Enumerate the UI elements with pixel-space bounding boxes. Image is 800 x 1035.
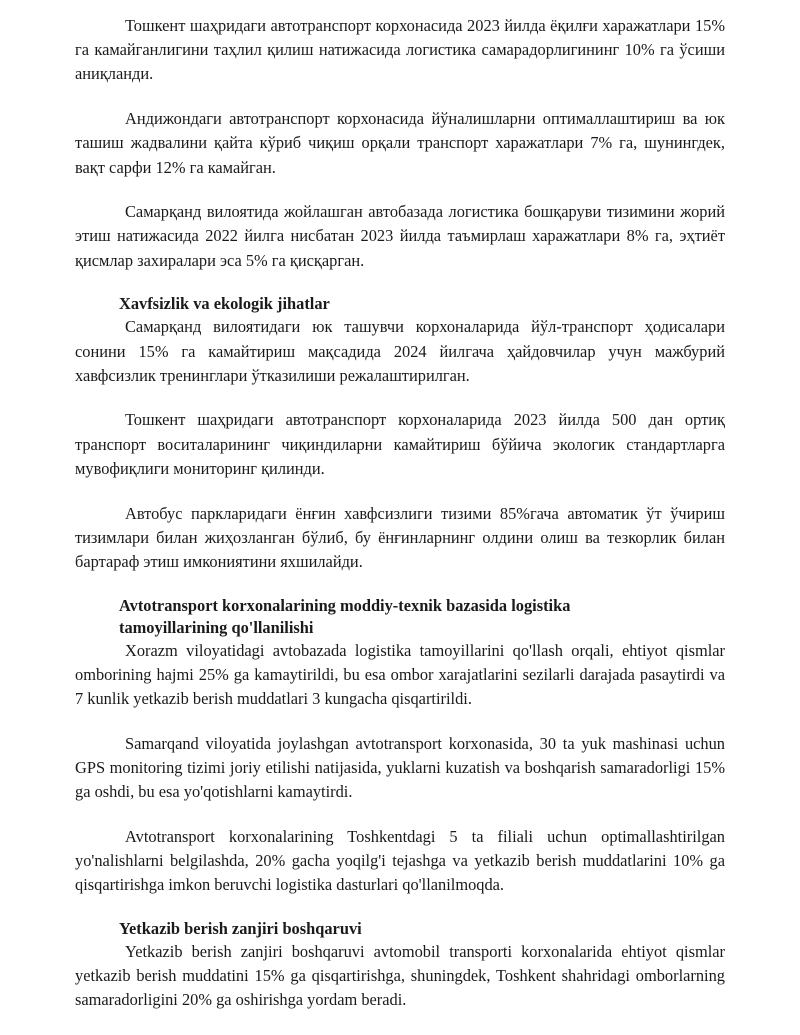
section-heading-supply-chain: Yetkazib berish zanjiri boshqaruvi <box>119 918 362 938</box>
paragraph-tashkent-fuel-costs: Тошкент шаҳридаги автотранспорт корхонасида 2023 йилда ёқилғи харажатлари 15% га камайганлигини таҳлил қилиш натижасида логистика самарадорлигининг 10% га ўсиши аниқланди. <box>75 16 725 84</box>
paragraph-samarkand-safety-training: Самарқанд вилоятидаги юк ташувчи корхоналарида йўл-транспорт ҳодисалари сонини 15% га камайтириш мақсадида 2024 йилгача ҳайдовчилар учун мажбурий хавфсизлик тренинглари ўтказилиши режалаштирилган. <box>75 317 725 385</box>
paragraph-bus-park-fire-safety: Автобус паркларидаги ёнғин хавфсизлиги тизими 85%гача автоматик ўт ўчириш тизимлари билан жиҳозланган бўлиб, бу ёнғинларнинг олдини олиш ва тезкорлик билан бартараф этиш имкониятини яхшилайди. <box>75 503 725 571</box>
paragraph-tashkent-branches-routes: Avtotransport korxonalarining Toshkentdagi 5 ta filiali uchun optimallashtirilgan yo'nalishlarni belgilashda, 20% gacha yoqilg'i tejashga va yetkazib berish muddatlarini 10% ga qisqartirishga imkon beruvchi logistika dasturlari qo'llanilmoqda. <box>75 826 725 895</box>
paragraph-andijan-routes: Андижондаги автотранспорт корхонасида йўналишларни оптималлаштириш ва юк ташиш жадвалини қайта кўриб чиқиш орқали транспорт харажатлари 7% га, шунингдек, вақт сарфи 12% га камайган. <box>75 109 725 177</box>
section-heading-logistics-principles: Avtotransport korxonalarining moddiy-texnik bazasida logistika tamoyillarining qo'llanilishi <box>119 595 571 637</box>
paragraph-khorezm-autobase: Xorazm viloyatidagi avtobazada logistika tamoyillarini qo'llash orqali, ehtiyot qismlar omborining hajmi 25% ga kamaytirildi, bu esa ombor xarajatlarini sezilarli darajada pasaytirdi va 7 kunlik yetkazib berish muddatlari 3 kungacha qisqartirildi. <box>75 640 725 709</box>
paragraph-samarkand-gps-monitoring: Samarqand viloyatida joylashgan avtotransport korxonasida, 30 ta yuk mashinasi uchun GPS monitoring tizimi joriy etilishi natijasida, yuklarni kuzatish va boshqarish samaradorligi 15% ga oshdi, bu esa yo'qotishlarni kamaytirdi. <box>75 733 725 802</box>
document-page <box>75 14 725 1033</box>
paragraph-supply-chain-management: Yetkazib berish zanjiri boshqaruvi avtomobil transporti korxonalarida ehtiyot qismlar yetkazib berish muddatini 15% ga qisqartirishga, shuningdek, Toshkent shahridagi omborlarning samaradorligini 20% ga oshirishga yordam beradi. <box>75 941 725 1010</box>
section-heading-safety-ecology: Xavfsizlik va ekologik jihatlar <box>119 294 330 314</box>
paragraph-tashkent-emissions-monitoring: Тошкент шаҳридаги автотранспорт корхоналарида 2023 йилда 500 дан ортиқ транспорт воситаларининг чиқиндиларни камайтириш бўйича экологик стандартларга мувофиқлиги мониторинг қилинди. <box>75 410 725 478</box>
paragraph-samarkand-autobase: Самарқанд вилоятида жойлашган автобазада логистика бошқаруви тизимини жорий этиш натижасида 2022 йилга нисбатан 2023 йилда таъмирлаш харажатлари 8% га, эҳтиёт қисмлар захиралари эса 5% га қисқарган. <box>75 202 725 270</box>
